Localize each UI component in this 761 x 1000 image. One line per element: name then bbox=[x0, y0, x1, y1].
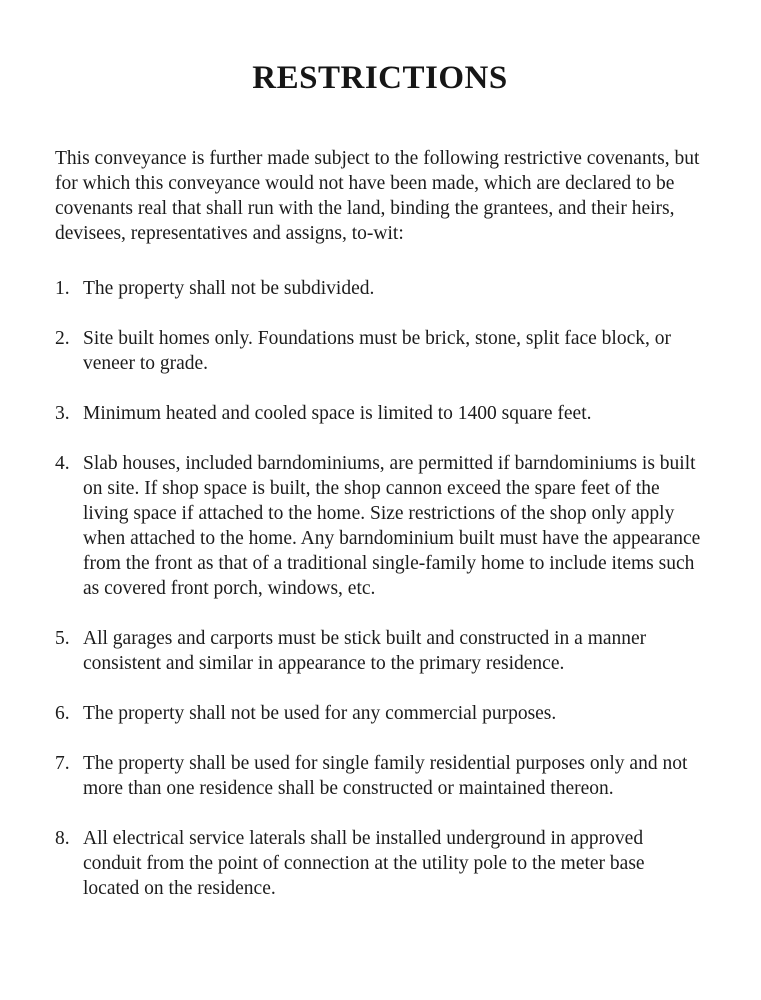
list-item-text: Minimum heated and cooled space is limited to 1400 square feet. bbox=[83, 403, 592, 424]
list-item-number: 8. bbox=[55, 828, 70, 849]
list-item bbox=[55, 326, 705, 376]
list-item bbox=[55, 626, 705, 676]
list-item-number: 4. bbox=[55, 453, 70, 474]
list-item bbox=[55, 451, 705, 601]
list-item bbox=[55, 826, 705, 901]
list-item-number: 2. bbox=[55, 328, 70, 349]
covenant-list bbox=[55, 276, 705, 901]
list-item bbox=[55, 701, 705, 726]
intro-paragraph: This conveyance is further made subject to the following restrictive covenants, but for which this conveyance would not have been made, which are declared to be covenants real that shall run with the land, binding the grantees, and their heirs, devisees, representatives and assigns, to-wit: bbox=[55, 148, 700, 244]
list-item bbox=[55, 276, 705, 301]
list-item-text: The property shall be used for single family residential purposes only and not more than one residence shall be constructed or maintained thereon. bbox=[83, 753, 688, 799]
list-item-number: 6. bbox=[55, 703, 70, 724]
list-item-text: Site built homes only. Foundations must be brick, stone, split face block, or veneer to grade. bbox=[83, 328, 671, 374]
list-item bbox=[55, 401, 705, 426]
list-item-text: The property shall not be subdivided. bbox=[83, 278, 375, 299]
list-item-text: All electrical service laterals shall be installed underground in approved conduit from the point of connection at the utility pole to the meter base located on the residence. bbox=[83, 828, 645, 899]
list-item-text: The property shall not be used for any commercial purposes. bbox=[83, 703, 557, 724]
list-item-number: 7. bbox=[55, 753, 70, 774]
list-item-number: 1. bbox=[55, 278, 70, 299]
list-item-text: All garages and carports must be stick built and constructed in a manner consistent and similar in appearance to the primary residence. bbox=[83, 628, 647, 674]
list-item-number: 3. bbox=[55, 403, 70, 424]
list-item bbox=[55, 751, 705, 801]
list-item-text: Slab houses, included barndominiums, are permitted if barndominiums is built on site. If shop space is built, the shop cannon exceed the spare feet of the living space if attached to the home. Size restrictions of the shop only apply when attached to the home. Any barndominium built must have the appearance from the front as that of a traditional single-family home to include items such as covered front porch, windows, etc. bbox=[83, 453, 701, 599]
page-title: RESTRICTIONS bbox=[252, 60, 508, 96]
list-item-number: 5. bbox=[55, 628, 70, 649]
